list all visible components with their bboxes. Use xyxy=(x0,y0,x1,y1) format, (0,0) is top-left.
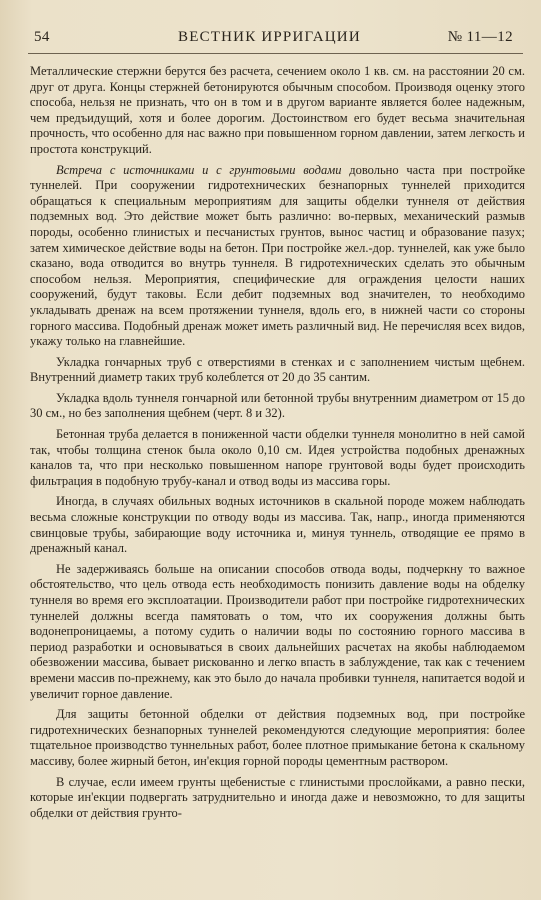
issue-number: № 11—12 xyxy=(447,29,513,45)
paragraph-text: Укладка гончарных труб с отверстиями в стенках и с заполнением чистым щебнем. Внутренний диаметр таких труб колеблется от 20 до 35 сантим. xyxy=(30,354,525,385)
page-header xyxy=(24,29,517,51)
paragraph xyxy=(30,494,525,556)
paragraph-text: Иногда, в случаях обильных водных источников в скальной породе можем наблюдать весьма сложные конструкции по отводу воды из массива. Так, напр., иногда применяются свинцовые трубы, забирающие воду источника и, минуя туннель, отводящие ее прямо в дренажный канал. xyxy=(30,494,525,556)
paragraph xyxy=(30,163,525,350)
paragraph xyxy=(30,427,525,489)
paragraph xyxy=(30,775,525,822)
paragraph-text: В случае, если имеем грунты щебенистые с глинистыми прослойками, а равно пески, которые ин'екции подвергать затруднительно и иногда даже и невозможно, то для защиты обделки от действия грунто- xyxy=(30,774,525,820)
paragraph-text: Металлические стержни берутся без расчета, сечением около 1 кв. см. на расстоянии 20 см. друг от друга. Концы стержней бетонируются обычным способом. Производя оценку этого способа, нельзя не признать, что он в том и в другом варианте является более надежным, чем предъидущий, хотя и более дорогим. Достоинством его будет весьма значительная прочность, что особенно для нас важно при повышенном горном давлении, затем легкость и простота конструкций. xyxy=(30,64,525,156)
paragraph-text: Не задерживаясь больше на описании способов отвода воды, подчеркну то важное обстоятельство, что цель отвода есть необходимость понизить давление воды на обделку туннеля во время его эксплоатации. Производители работ при постройке гидротехнических туннелей должны всегда памятовать о том, что их сооружения должны быть водонепроницаемы, а потому судить о наличии воды по состоянию горного массива в период разработки и основываться в своих дальнейших расчетах на якобы наблюдаемом обезвожении массива, бывает рискованно и легко впасть в заблуждение, так как с течением времени массив по-прежнему, как это было до начала пробивки туннеля, напитается водой и увеличит горное давление. xyxy=(30,561,525,701)
paragraph xyxy=(30,707,525,769)
paragraph-text: довольно часта при постройке туннелей. При сооружении гидротехнических безнапорных туннелей приходится обращаться к специальным мероприятиям для защиты обделки туннеля от действия подземных вод. Это действие может быть различно: во-первых, механический размыв породы, особенно глинистых и песчанистых грунтов, вынос частиц и образование пазух; затем химическое действие воды на бетон. При постройке жел.-дор. туннелей, как уже было сказано, вода отводится во внутрь туннеля. В гидротехнических сделать это обычным способом нельзя. Мероприятия, специфические для ограждения целости наших сооружений, будут таковы. Если дебит подземных вод значителен, то необходимо укладывать дренаж на всем протяжении туннеля, вдоль его, в нижней части со стороны горного массива. Подобный дренаж может иметь различный вид. Не перечисляя всех видов, укажу только на главнейшие. xyxy=(30,162,525,349)
page-number: 54 xyxy=(34,29,50,45)
article-body xyxy=(30,64,525,826)
paragraph xyxy=(30,64,525,158)
paragraph xyxy=(30,391,525,422)
paragraph-text: Укладка вдоль туннеля гончарной или бетонной трубы внутренним диаметром от 15 до 30 см., но без заполнения щебнем (черт. 8 и 32). xyxy=(30,390,525,421)
paragraph-text: Бетонная труба делается в пониженной части обделки туннеля монолитно в ней самой так, чтобы толщина стенок была около 0,10 см. Идея устройства подобных дренажных каналов та, что при несколько повышенном напоре грунтовой воды будет происходить фильтрация в подобную трубу-канал и отвод воды из массива горы. xyxy=(30,427,525,488)
paragraph-text: Для защиты бетонной обделки от действия подземных вод, при постройке гидротехнических безнапорных туннелей рекомендуются следующие мероприятия: более тщательное производство туннельных работ, более плотное примыкание бетона к скальному массиву, более жирный бетон, ин'екция горной породы цементным раствором. xyxy=(30,707,525,768)
header-rule xyxy=(28,53,523,54)
journal-title: ВЕСТНИК ИРРИГАЦИИ xyxy=(178,29,361,45)
paragraph xyxy=(30,562,525,702)
section-lead: Встреча с источниками и с грунтовыми водами xyxy=(56,162,342,177)
paragraph xyxy=(30,355,525,386)
